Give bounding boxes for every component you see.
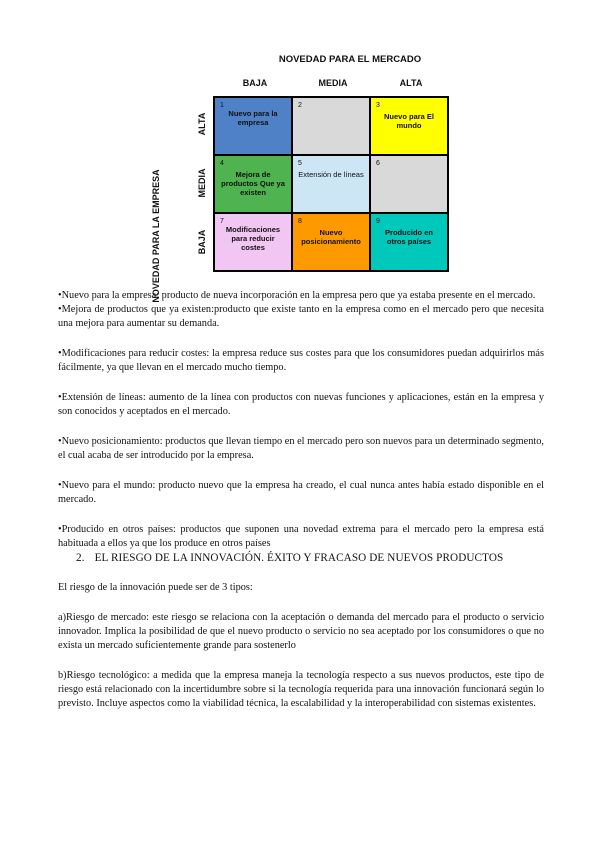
row-label-alta: ALTA xyxy=(197,112,207,136)
cell-text: Mejora de productos Que ya existen xyxy=(221,170,285,197)
paragraph-extension-lineas: •Extensión de líneas: aumento de la línea con productos con nuevas funciones y aplicaciones, están en la empresa y son conocidos y aceptados en el mercado. xyxy=(58,392,544,417)
cell-text: Modificaciones para reducir costes xyxy=(225,225,281,252)
section-number: 2. xyxy=(76,552,85,564)
matrix-cell-1 xyxy=(214,97,292,155)
cell-text: Extensión de líneas xyxy=(298,170,364,179)
matrix-y-title: NOVEDAD PARA LA EMPRESA xyxy=(151,169,161,303)
cell-number: 5 xyxy=(298,160,302,167)
cell-text: Nuevo para la empresa xyxy=(228,109,278,127)
paragraph-riesgo-tecnologico: b)Riesgo tecnológico: a medida que la empresa maneja la tecnología respecto a sus nuevos productos, este tipo de riesgo está relacionado con la incertidumbre sobre si la tecnología requerida para una innovación funcionará según lo previsto. Incluye aspectos como la viabilidad técnica, la escalabilidad y la interoperabilidad con sistemas existentes. xyxy=(58,670,544,709)
matrix-cell-8 xyxy=(292,213,370,271)
cell-text: Producido en otros países xyxy=(385,228,433,246)
cell-number: 8 xyxy=(298,218,302,225)
matrix-cell-9 xyxy=(370,213,448,271)
paragraph-mejora-productos: •Mejora de productos que ya existen:producto que existe tanto en la empresa como en el mercado pero que necesita una mejora para aumentar su demanda. xyxy=(58,304,544,329)
matrix-cell-7 xyxy=(214,213,292,271)
paragraph-nuevo-mundo: •Nuevo para el mundo: producto nuevo que la empresa ha creado, el cual nunca antes había estado disponible en el mercado. xyxy=(58,480,544,505)
paragraph-tipos-riesgo: El riesgo de la innovación puede ser de 3 tipos: xyxy=(58,582,253,593)
paragraph-nuevo-empresa: •Nuevo para la empresa: producto de nueva incorporación en la empresa pero que ya estaba presente en el mercado. xyxy=(58,290,536,301)
cell-number: 9 xyxy=(376,218,380,225)
cell-text: Nuevo posicionamiento xyxy=(301,228,361,246)
matrix-cell-4 xyxy=(214,155,292,213)
section-title: EL RIESGO DE LA INNOVACIÓN. ÉXITO Y FRACASO DE NUEVOS PRODUCTOS xyxy=(94,552,504,564)
matrix-grid xyxy=(213,96,449,272)
section-heading xyxy=(58,551,544,565)
cell-number: 6 xyxy=(376,160,380,167)
cell-text: Nuevo para El mundo xyxy=(383,112,435,130)
column-label-alta: ALTA xyxy=(399,78,423,88)
cell-number: 4 xyxy=(220,160,224,167)
matrix-cell-2 xyxy=(292,97,370,155)
row-label-media: MEDIA xyxy=(197,168,207,198)
cell-number: 1 xyxy=(220,102,224,109)
row-label-baja: BAJA xyxy=(197,229,207,255)
cell-number: 2 xyxy=(298,102,302,109)
column-label-baja: BAJA xyxy=(242,78,268,88)
document-body xyxy=(58,289,544,711)
paragraph-modificaciones: •Modificaciones para reducir costes: la empresa reduce sus costes para que los consumidores puedan adquirirlos más fácilmente, ya que llevan en el mercado mucho tiempo. xyxy=(58,348,544,373)
matrix-cell-3 xyxy=(370,97,448,155)
matrix-cell-6 xyxy=(370,155,448,213)
paragraph-nuevo-posicionamiento: •Nuevo posicionamiento: productos que llevan tiempo en el mercado pero son nuevos para un determinado segmento, el cual acaba de ser introducido por la empresa. xyxy=(58,436,544,461)
paragraph-producido-otros-paises: •Producido en otros países: productos que suponen una novedad extrema para el mercado pero la empresa está habituada a ellos ya que los produce en otros países xyxy=(58,524,544,549)
paragraph-riesgo-mercado: a)Riesgo de mercado: este riesgo se relaciona con la aceptación o demanda del mercado para el producto o servicio innovador. Implica la posibilidad de que el nuevo producto o servicio no sea aceptado por los consumidores o que no exista un mercado suficientemente grande para sostenerlo xyxy=(58,612,544,651)
matrix-cell-5 xyxy=(292,155,370,213)
matrix-title: NOVEDAD PARA EL MERCADO xyxy=(278,54,422,65)
cell-number: 3 xyxy=(376,102,380,109)
column-label-media: MEDIA xyxy=(318,78,348,88)
cell-number: 7 xyxy=(220,218,224,225)
